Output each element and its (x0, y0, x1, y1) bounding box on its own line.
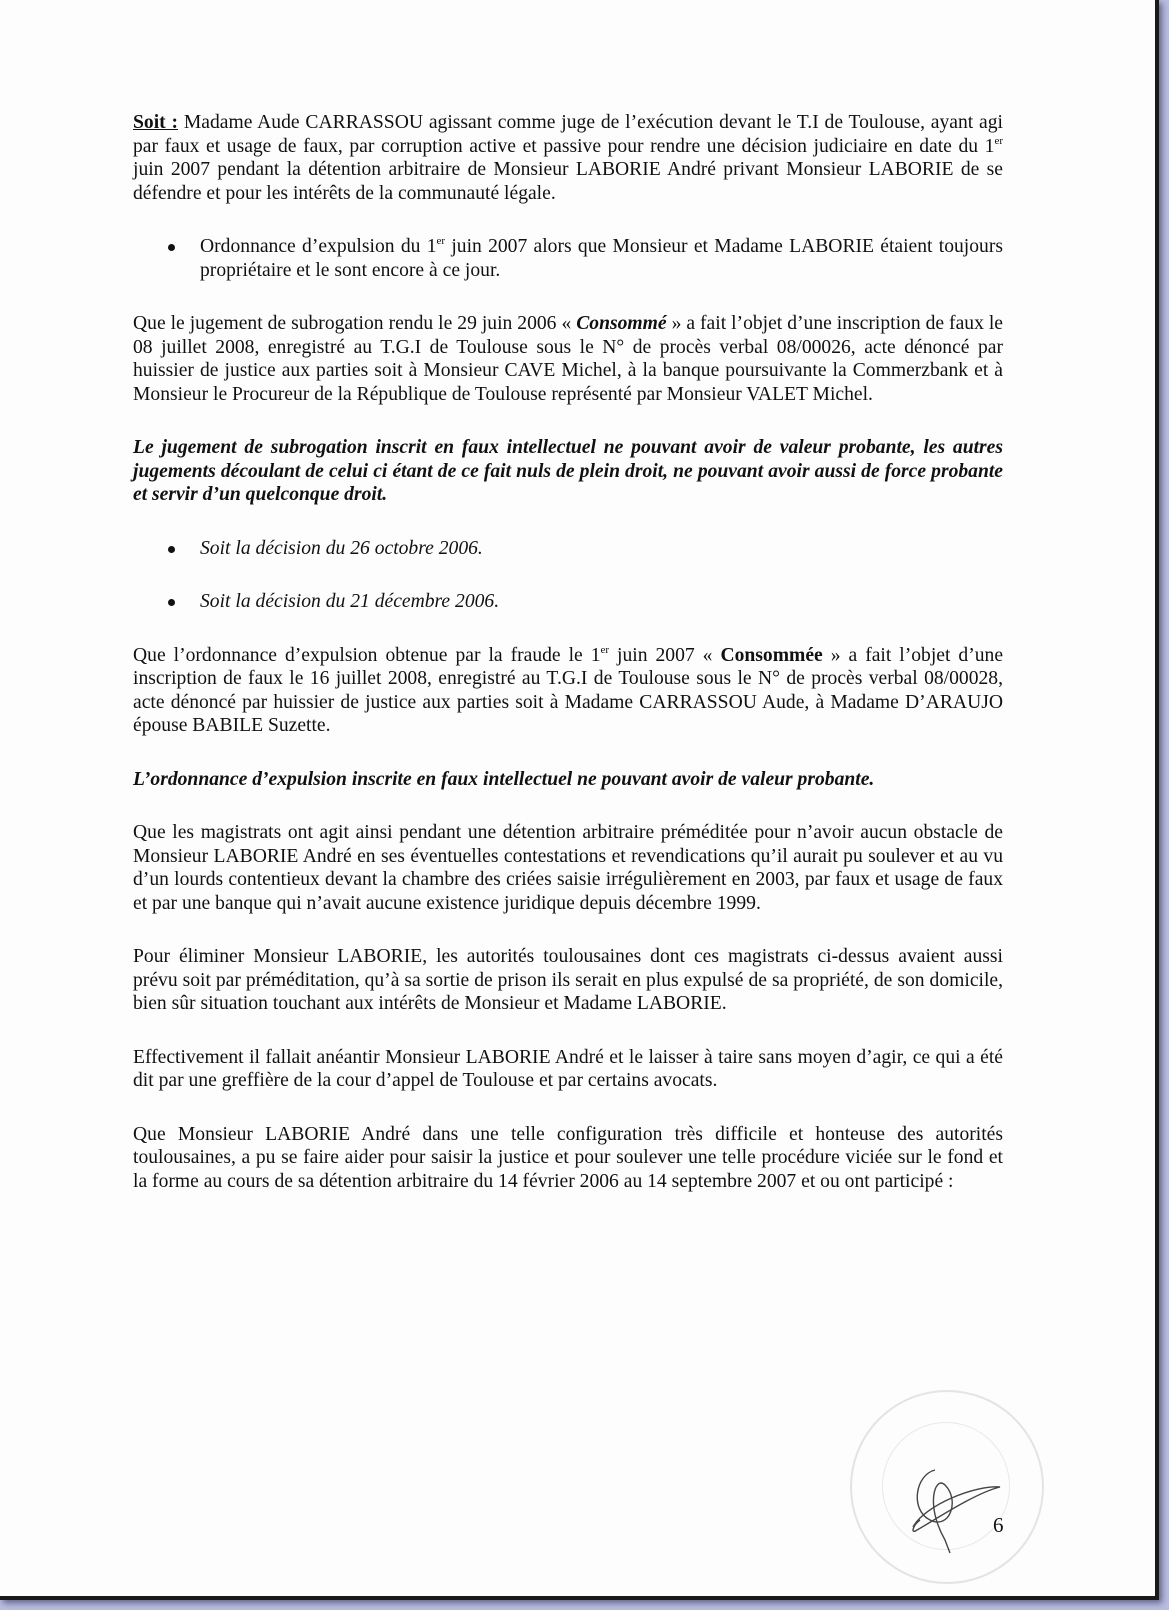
page-number: 6 (993, 1513, 1004, 1537)
signature-icon (905, 1465, 1005, 1555)
bullet-item: Soit la décision du 26 octobre 2006. (133, 537, 1003, 561)
bullet-item: Soit la décision du 21 décembre 2006. (133, 590, 1003, 614)
paragraph-ordonnance: Que l’ordonnance d’expulsion obtenue par la fraude le 1er juin 2007 « Consommée » a fait l’objet d’une inscription de faux le 16 juillet 2008, enregistré au T.G.I de Toulouse sous le N° de procès verbal 08/00028, acte dénoncé par huissier de justice aux parties soit à Madame CARRASSOU Aude, à Madame D’ARAUJO épouse BABILE Suzette. (133, 643, 1004, 736)
paragraph-ordonnance-conclusion: L’ordonnance d’expulsion inscrite en faux intellectuel ne pouvant avoir de valeur probante. (133, 768, 875, 790)
paragraph-soit: Soit : Madame Aude CARRASSOU agissant comme juge de l’exécution devant le T.I de Toulouse, ayant agi par faux et usage de faux, par corruption active et passive pour rendre une décision judiciaire en date du 1er juin 2007 pendant la détention arbitraire de Monsieur LABORIE André privant Monsieur LABORIE de se défendre et pour les intérêts de la communauté légale. (133, 112, 1003, 204)
document-body (133, 111, 1003, 1193)
paragraph-subrogation-conclusion: Le jugement de subrogation inscrit en faux intellectuel ne pouvant avoir de valeur probante, les autres jugements découlant de celui ci étant de ce fait nuls de plein droit, ne pouvant avoir aussi de force probante et servir d’un quelconque droit. (133, 437, 1003, 505)
bullet-icon (168, 599, 175, 606)
paragraph-magistrats: Que les magistrats ont agit ainsi pendant une détention arbitraire préméditée pour n’avoir aucun obstacle de Monsieur LABORIE André en ses éventuelles contestations et revendications qu’il aurait pu soulever et au vu d’un lourds contentieux devant la chambre des criées saisie irrégulièrement en 2003, par faux et usage de faux et par une banque qui n’avait aucune existence juridique depuis décembre 1999. (133, 822, 1003, 914)
bullet-icon (168, 546, 175, 553)
paragraph-effectivement: Effectivement il fallait anéantir Monsieur LABORIE André et le laisser à taire sans moyen d’agir, ce qui a été dit par une greffière de la cour d’appel de Toulouse et par certains avocats. (133, 1046, 1003, 1091)
bullet-item: Ordonnance d’expulsion du 1er juin 2007 alors que Monsieur et Madame LABORIE étaient toujours propriétaire et le sont encore à ce jour. (133, 235, 1003, 282)
paragraph-configuration: Que Monsieur LABORIE André dans une telle configuration très difficile et honteuse des autorités toulousaines, a pu se faire aider pour saisir la justice et pour soulever une telle procédure viciée sur le fond et la forme au cours de sa détention arbitraire du 14 février 2006 au 14 septembre 2007 et ou ont participé : (133, 1123, 1003, 1192)
bullet-icon (168, 244, 175, 251)
paragraph-eliminer: Pour éliminer Monsieur LABORIE, les autorités toulousaines dont ces magistrats ci-dessus avaient aussi prévu soit par préméditation, qu’à sa sortie de prison ils serait en plus expulsé de sa propriété, de son domicile, bien sûr situation touchant aux intérêts de Monsieur et Madame LABORIE. (133, 946, 1003, 1014)
paragraph-subrogation: Que le jugement de subrogation rendu le 29 juin 2006 « Consommé » a fait l’objet d’une inscription de faux le 08 juillet 2008, enregistré au T.G.I de Toulouse sous le N° de procès verbal 08/00026, acte dénoncé par huissier de justice aux parties soit à Monsieur CAVE Michel, à la banque poursuivante la Commerzbank et à Monsieur le Procureur de la République de Toulouse représenté par Monsieur VALET Michel. (133, 313, 1003, 405)
soit-label: Soit : (133, 112, 179, 133)
